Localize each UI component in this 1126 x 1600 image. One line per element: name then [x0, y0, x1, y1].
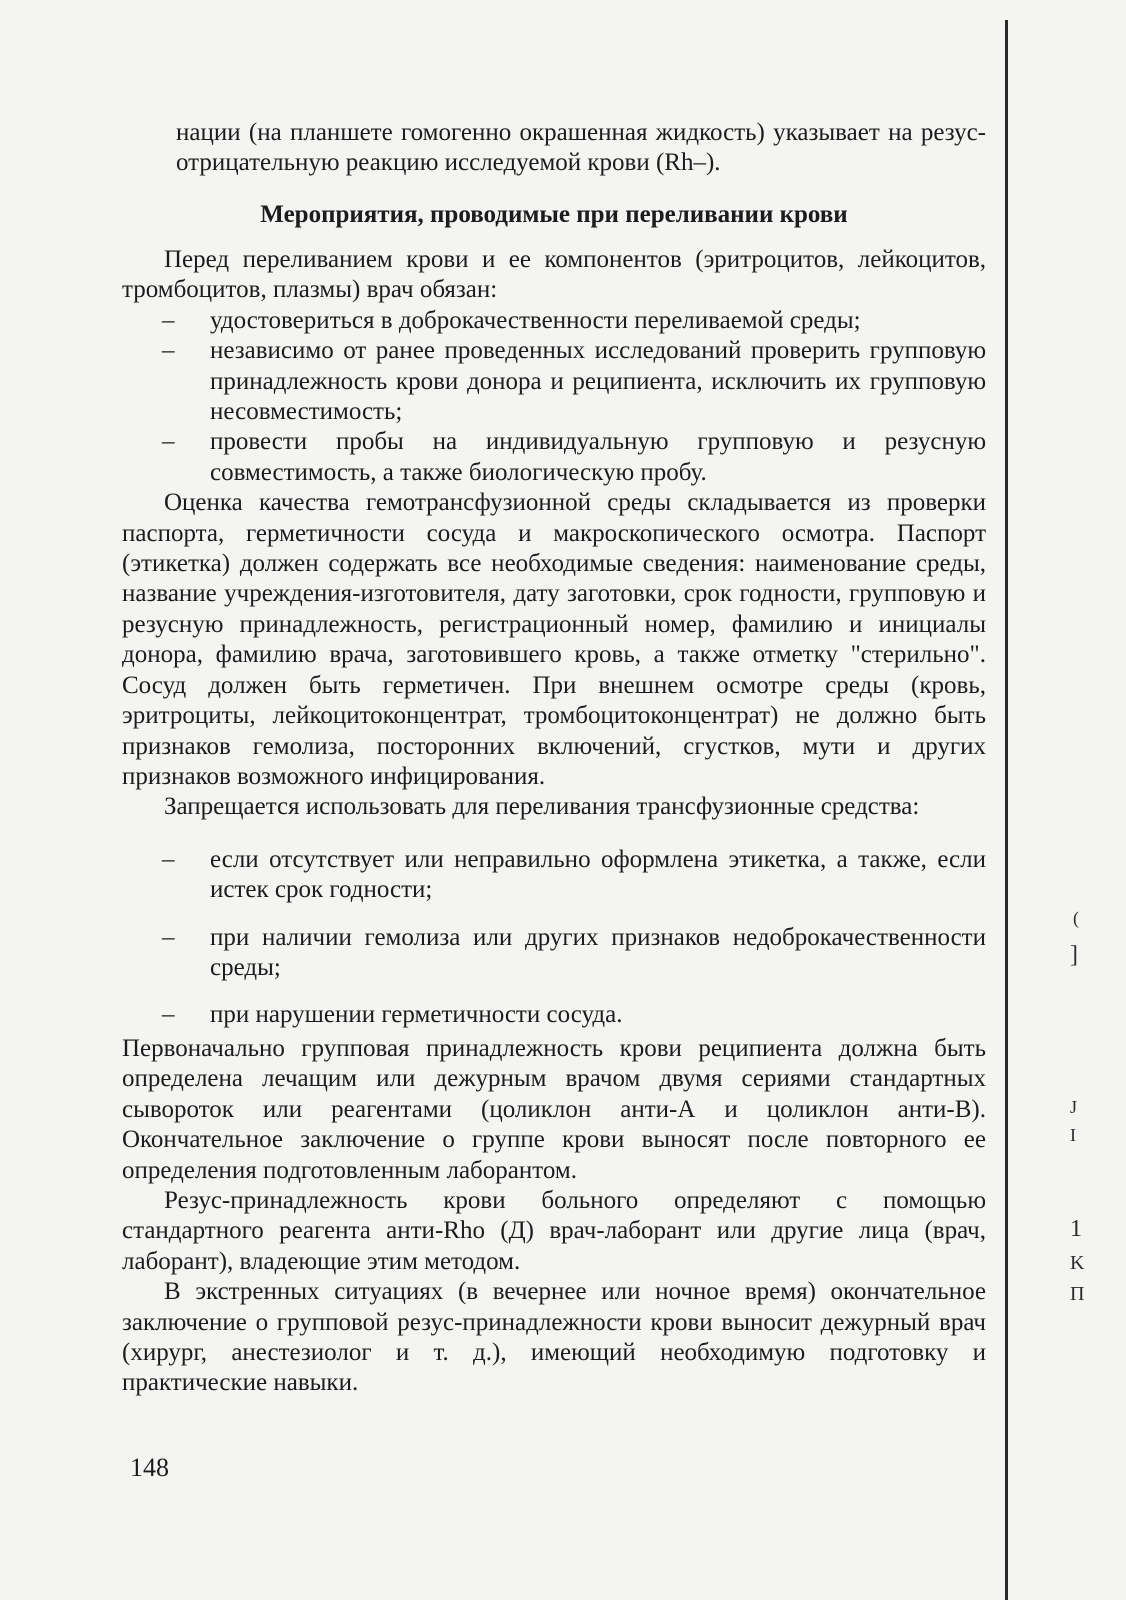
doctor-duties-list — [122, 306, 986, 488]
prohibition-list — [122, 845, 986, 1031]
edge-glyph: ] — [1070, 942, 1078, 968]
paragraph-quality-assessment: Оценка качества гемотрансфузионной среды складывается из проверки паспорта, герметичности сосуда и макроскопического осмотра. Паспорт (этикетка) должен содержать все необходимые сведения: наименование среды, название учреждения-изготовителя, дату заготовки, срок годности, групповую и резусную принадлежность, регистрационный номер, фамилию и инициалы донора, фамилию врача, заготовившего кровь, а также отметку "стерильно". Сосуд должен быть герметичен. При внешнем осмотре среды (кровь, эритроциты, лейкоцитоконцентрат, тромбоцитоконцентрат) не должно быть признаков гемолиза, посторонних включений, сгустков, мути и других признаков возможного инфицирования. — [122, 489, 986, 790]
list-item — [122, 1000, 986, 1030]
list-dash: – — [162, 306, 175, 334]
edge-glyph: 1 — [1070, 1216, 1082, 1242]
list-item — [122, 336, 986, 427]
list-item — [122, 923, 986, 984]
page-number: 148 — [130, 1453, 169, 1482]
paragraph-rh-factor: Резус-принадлежность крови больного определяют с помощью стандартного реагента анти-Rho (Д) врач-лаборант или другие лица (врач, лаборант), владеющие этим методом. — [122, 1187, 986, 1275]
paragraph-prohibited: Запрещается использовать для переливания трансфузионные средства: — [164, 793, 920, 821]
paragraph-blood-group: Первоначально групповая принадлежность крови реципиента должна быть определена лечащим или дежурным врачом двумя сериями стандартных сывороток или реагентами (цоликлон анти-А и цоликлон анти-В). Окончательное заключение о группе крови выносят после повторного ее определения подготовленным лаборантом. — [122, 1035, 986, 1184]
list-item-text: при нарушении герметичности сосуда. — [210, 1001, 623, 1029]
list-item — [122, 845, 986, 906]
list-item — [122, 427, 986, 488]
list-item-text: при наличии гемолиза или других признаков недоброкачественности среды; — [210, 923, 986, 981]
list-dash: – — [162, 845, 175, 873]
intro-paragraph — [176, 118, 986, 179]
edge-glyph: J — [1070, 1097, 1078, 1117]
list-item-text: провести пробы на индивидуальную групповую и резусную совместимость, а также биологическую пробу. — [210, 428, 986, 486]
list-item-text: независимо от ранее проведенных исследований проверить групповую принадлежность крови донора и реципиента, исключить их групповую несовместимость; — [210, 337, 986, 426]
paragraph-emergency: В экстренных ситуациях (в вечернее или ночное время) окончательное заключение о групповой резус-принадлежности крови выносит дежурный врач (хирург, анестезиолог и т. д.), имеющий необходимую подготовку и практические навыки. — [122, 1278, 986, 1397]
intro-text: нации (на планшете гомогенно окрашенная жидкость) указывает на резус-отрицательную реакцию исследуемой крови (Rh–). — [176, 119, 986, 177]
edge-glyph: ( — [1073, 908, 1079, 928]
edge-glyph: K — [1070, 1252, 1085, 1274]
edge-glyph: П — [1070, 1283, 1085, 1305]
list-dash: – — [162, 337, 175, 365]
edge-glyph: I — [1070, 1125, 1076, 1145]
list-dash: – — [162, 428, 175, 456]
list-item-text: если отсутствует или неправильно оформлена этикетка, а также, если истек срок годности; — [210, 845, 986, 904]
section-heading: Мероприятия, проводимые при переливании крови — [260, 201, 848, 228]
body-upper — [122, 245, 986, 1048]
binding-shadow-line — [1005, 20, 1008, 1600]
list-dash: – — [162, 923, 175, 951]
list-item — [122, 306, 986, 336]
body-lower — [122, 1034, 986, 1399]
paragraph-before-transfusion: Перед переливанием крови и ее компонентов (эритроцитов, лейкоцитов, тромбоцитов, плазмы) врач обязан: — [122, 246, 986, 304]
list-dash: – — [162, 1001, 175, 1029]
list-item-text: удостовериться в доброкачественности переливаемой среды; — [210, 306, 861, 334]
